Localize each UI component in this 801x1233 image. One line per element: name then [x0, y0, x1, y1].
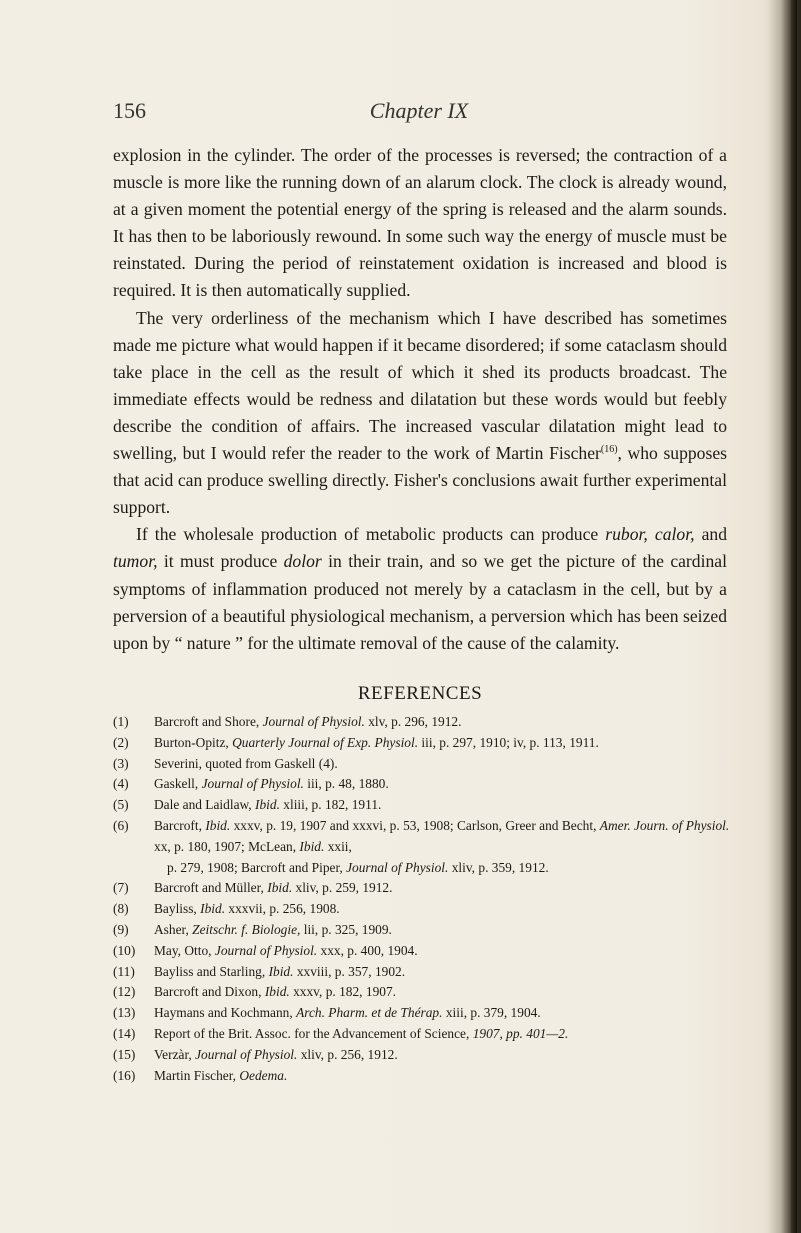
reference-source: Journal of Physiol. — [195, 1046, 298, 1062]
reference-text: xliv, p. 256, 1912. — [297, 1046, 398, 1062]
reference-number: (3) — [113, 755, 129, 771]
reference-source: Ibid. — [299, 838, 325, 854]
reference-text: Barcroft and Dixon, — [154, 984, 265, 1000]
reference-text: Martin Fischer, — [154, 1067, 240, 1083]
references-heading: REFERENCES — [357, 683, 483, 704]
reference-source: Ibid. — [267, 880, 293, 896]
reference-body — [154, 1045, 733, 1066]
reference-item — [113, 1066, 733, 1087]
reference-item — [113, 795, 733, 816]
reference-item — [113, 899, 733, 920]
reference-source: Ibid. — [205, 817, 231, 833]
reference-text: xxviii, p. 357, 1902. — [293, 963, 406, 979]
reference-text: xxxv, p. 19, 1907 and xxxvi, p. 53, 1908; Carlson, Greer and Becht, — [230, 817, 600, 833]
references-list — [113, 712, 733, 1086]
reference-source: Zeitschr. f. Biologie, — [192, 921, 301, 937]
reference-number: (12) — [113, 984, 136, 1000]
reference-source: Journal of Physiol. — [201, 776, 304, 792]
reference-source: Journal of Physiol. — [214, 942, 318, 958]
reference-body — [154, 795, 733, 816]
latin-term: dolor — [283, 551, 322, 572]
reference-body — [154, 733, 733, 754]
reference-item — [113, 774, 733, 795]
reference-text: xxii, — [324, 838, 352, 854]
reference-text: xliv, p. 359, 1912. — [448, 859, 549, 875]
reference-body — [154, 1003, 733, 1024]
reference-text: Severini, quoted from Gaskell (4). — [154, 755, 338, 771]
reference-number: (2) — [113, 734, 129, 750]
reference-text: Haymans and Kochmann, — [154, 1005, 297, 1021]
chapter-title: Chapter IX — [369, 98, 469, 123]
reference-body — [154, 816, 733, 858]
reference-text: Dale and Laidlaw, — [154, 797, 256, 813]
reference-text: Barcroft and Müller, — [154, 880, 268, 896]
latin-term: tumor, — [113, 551, 158, 572]
reference-text: xliii, p. 182, 1911. — [279, 797, 382, 813]
reference-text: p. 279, 1908; Barcroft and Piper, — [167, 859, 347, 875]
reference-number: (9) — [113, 921, 129, 937]
reference-text: xlv, p. 296, 1912. — [364, 714, 462, 729]
reference-text: Report of the Brit. Assoc. for the Advancement of Science, — [154, 1025, 470, 1041]
reference-item — [113, 1003, 733, 1024]
reference-number: (10) — [113, 942, 136, 958]
reference-text: xxxvii, p. 256, 1908. — [225, 901, 340, 917]
reference-body — [154, 712, 733, 733]
paragraph-text: it must produce — [157, 551, 284, 572]
reference-body — [154, 982, 733, 1003]
reference-text: Verzàr, — [154, 1046, 196, 1062]
reference-source: Ibid. — [268, 963, 294, 979]
paragraph — [113, 305, 727, 522]
citation-marker: (16) — [600, 444, 618, 456]
reference-number: (1) — [113, 714, 129, 729]
reference-source: Ibid. — [255, 797, 280, 813]
reference-number: (14) — [113, 1025, 136, 1041]
reference-source: Quarterly Journal of Exp. Physiol. — [232, 734, 419, 750]
reference-body — [154, 754, 733, 775]
reference-item — [113, 878, 733, 899]
running-header — [113, 98, 725, 134]
reference-source: Amer. Journ. of Physiol. — [599, 817, 730, 833]
reference-source: Ibid. — [264, 984, 290, 1000]
reference-body — [154, 899, 733, 920]
reference-number: (5) — [113, 797, 129, 813]
reference-item — [113, 962, 733, 983]
reference-item — [113, 920, 733, 941]
reference-source: Ibid. — [200, 901, 226, 917]
reference-source: Arch. Pharm. et de Thérap. — [296, 1005, 443, 1021]
page-number: 156 — [113, 98, 146, 123]
body-text — [113, 142, 727, 657]
paragraph-text: If the wholesale production of metabolic products can produce — [136, 524, 606, 545]
reference-body — [154, 774, 733, 795]
reference-text: iii, p. 48, 1880. — [303, 776, 389, 792]
reference-body — [154, 962, 733, 983]
reference-item — [113, 712, 733, 733]
reference-text: Asher, — [154, 921, 193, 937]
paragraph-text: in their train, and so we get the picture of the cardinal symptoms of inflammation produced not merely by a cataclasm in the cell, but by a perversion of a beautiful physiological mechanism, a perversion which has been seized upon by “ nature ” for the ultimate removal of the cause of the calamity. — [113, 551, 727, 653]
reference-item — [113, 733, 733, 754]
reference-text: xliv, p. 259, 1912. — [292, 880, 393, 896]
reference-text: iii, p. 297, 1910; iv, p. 113, 1911. — [418, 734, 599, 750]
reference-source: Journal of Physiol. — [262, 714, 365, 729]
reference-text: xxxv, p. 182, 1907. — [289, 984, 397, 1000]
reference-item — [113, 1024, 733, 1045]
reference-item — [113, 754, 733, 775]
page-edge-shadow — [767, 0, 801, 1233]
reference-source: Oedema. — [239, 1067, 288, 1083]
reference-text: Barcroft, — [154, 817, 206, 833]
reference-continuation — [154, 858, 733, 879]
reference-body — [154, 878, 733, 899]
reference-item — [113, 816, 733, 878]
reference-text: Burton-Opitz, — [154, 734, 233, 750]
reference-number: (11) — [113, 963, 135, 979]
reference-text: Bayliss and Starling, — [154, 963, 269, 979]
reference-text: xxx, p. 400, 1904. — [317, 942, 418, 958]
reference-number: (4) — [113, 776, 129, 792]
paragraph-text: , who supposes that acid can produce swelling directly. Fisher's conclusions await further experimental support. — [113, 443, 727, 518]
reference-number: (7) — [113, 880, 129, 896]
reference-body — [154, 1024, 733, 1045]
paragraph-text: The very orderliness of the mechanism which I have described has sometimes made me picture what would happen if it became disordered; if some cataclasm should take place in the cell as the result of which it shed its products broadcast. The immediate effects would be redness and dilatation but these words would but feebly describe the condition of affairs. The increased vascular dilatation might lead to swelling, but I would refer the reader to the work of Martin Fischer — [113, 307, 727, 464]
reference-body — [154, 1066, 733, 1087]
reference-body — [154, 920, 733, 941]
reference-body — [154, 941, 733, 962]
reference-item — [113, 982, 733, 1003]
reference-text: Bayliss, — [154, 901, 201, 917]
latin-term: rubor, calor, — [605, 524, 695, 545]
paragraph — [113, 521, 727, 656]
reference-text: Barcroft and Shore, — [154, 714, 263, 729]
reference-source: 1907, pp. 401—2. — [469, 1025, 569, 1041]
reference-text: May, Otto, — [154, 942, 215, 958]
reference-item — [113, 1045, 733, 1066]
reference-number: (16) — [113, 1067, 136, 1083]
reference-item — [113, 941, 733, 962]
reference-text: xx, p. 180, 1907; McLean, — [154, 838, 300, 854]
reference-text: Gaskell, — [154, 776, 202, 792]
paragraph-text: and — [694, 524, 727, 545]
reference-text: xiii, p. 379, 1904. — [442, 1005, 541, 1021]
paragraph: explosion in the cylinder. The order of the processes is reversed; the contraction of a muscle is more like the running down of an alarum clock. The clock is already wound, at a given moment the potential energy of the spring is released and the alarm sounds. It has then to be laboriously rewound. In some such way the energy of muscle must be reinstated. During the period of reinstatement oxidation is increased and blood is required. It is then automatically supplied. — [113, 145, 727, 301]
reference-number: (8) — [113, 901, 129, 917]
reference-number: (13) — [113, 1005, 136, 1021]
reference-source: Journal of Physiol. — [346, 859, 449, 875]
reference-number: (15) — [113, 1046, 136, 1062]
reference-number: (6) — [113, 817, 129, 833]
reference-text: lii, p. 325, 1909. — [300, 921, 392, 937]
